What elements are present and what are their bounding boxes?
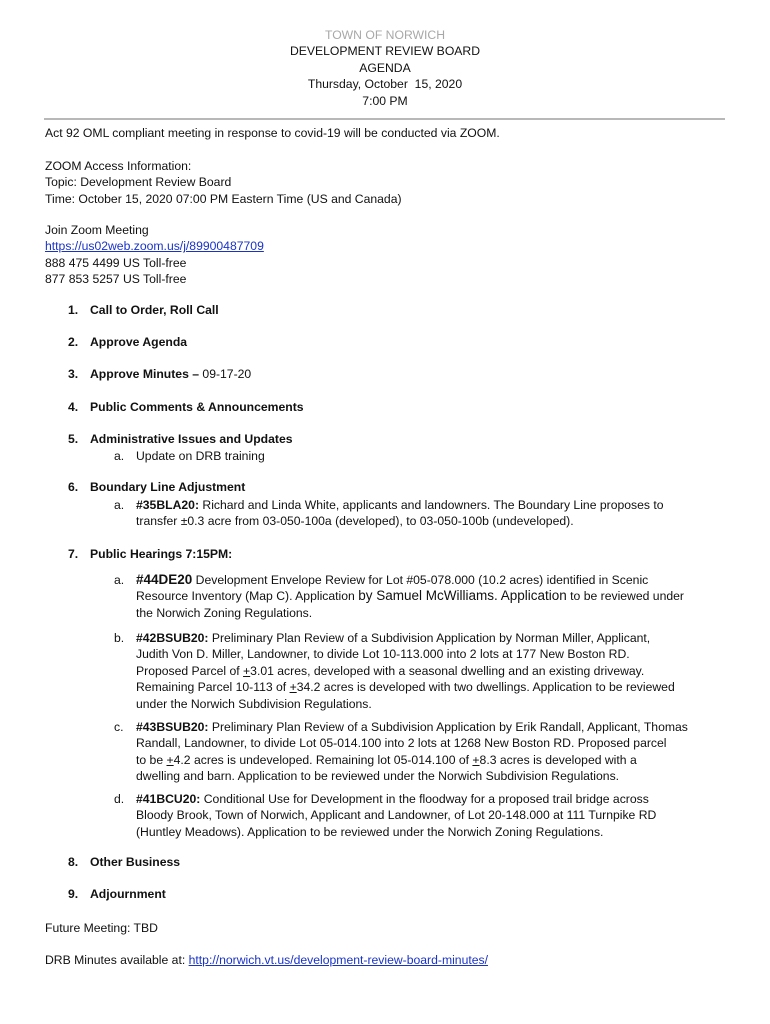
doc-title: AGENDA — [359, 60, 411, 75]
agenda-item-3: 3. Approve Minutes – 09-17-20 — [68, 367, 252, 381]
application-code: #42BSUB20: — [136, 631, 209, 645]
agenda-item-6: 6. Boundary Line Adjustment — [68, 480, 246, 494]
agenda-item-4: 4. Public Comments & Announcements — [68, 400, 304, 414]
minutes-link[interactable]: http://norwich.vt.us/development-review-board-minutes/ — [188, 953, 489, 967]
toll-free-number-1: 888 475 4499 US Toll-free — [45, 255, 187, 270]
agenda-item-2: 2. Approve Agenda — [68, 335, 188, 349]
agenda-item-8: 8. Other Business — [68, 855, 181, 869]
board-name: DEVELOPMENT REVIEW BOARD — [289, 44, 481, 59]
future-meeting: Future Meeting: TBD — [45, 921, 158, 935]
application-code: #35BLA20: — [136, 498, 199, 512]
agenda-header — [0, 27, 770, 109]
minutes-label: DRB Minutes available at: — [45, 953, 189, 967]
zoom-join — [45, 222, 735, 287]
meeting-date: Thursday, October 15, 2020 — [307, 77, 463, 92]
join-zoom-label: Join Zoom Meeting — [45, 223, 149, 237]
intro-text: Act 92 OML compliant meeting in response to covid-19 will be conducted via ZOOM. — [45, 126, 500, 140]
meeting-time: 7:00 PM — [362, 93, 408, 108]
agenda-item-7: 7. Public Hearings 7:15PM: — [68, 547, 233, 561]
application-code: #43BSUB20: — [136, 720, 209, 734]
zoom-info — [45, 158, 735, 207]
agenda-item-5: 5. Administrative Issues and Updates — [68, 432, 293, 446]
drb-minutes — [45, 952, 735, 968]
zoom-meeting-link[interactable]: https://us02web.zoom.us/j/89900487709 — [45, 239, 264, 254]
town-name: TOWN OF NORWICH — [324, 28, 446, 42]
agenda-item-9: 9. Adjournment — [68, 887, 166, 901]
agenda-item-1: 1. Call to Order, Roll Call — [68, 303, 219, 317]
zoom-access-heading: ZOOM Access Information: — [45, 159, 192, 173]
zoom-topic: Topic: Development Review Board — [45, 175, 232, 190]
toll-free-number-2: 877 853 5257 US Toll-free — [45, 271, 187, 286]
header-divider — [44, 118, 725, 120]
application-code: #41BCU20: — [136, 792, 201, 806]
application-code: #44DE20 — [136, 572, 193, 587]
zoom-time: Time: October 15, 2020 07:00 PM Eastern Time (US and Canada) — [45, 191, 402, 206]
